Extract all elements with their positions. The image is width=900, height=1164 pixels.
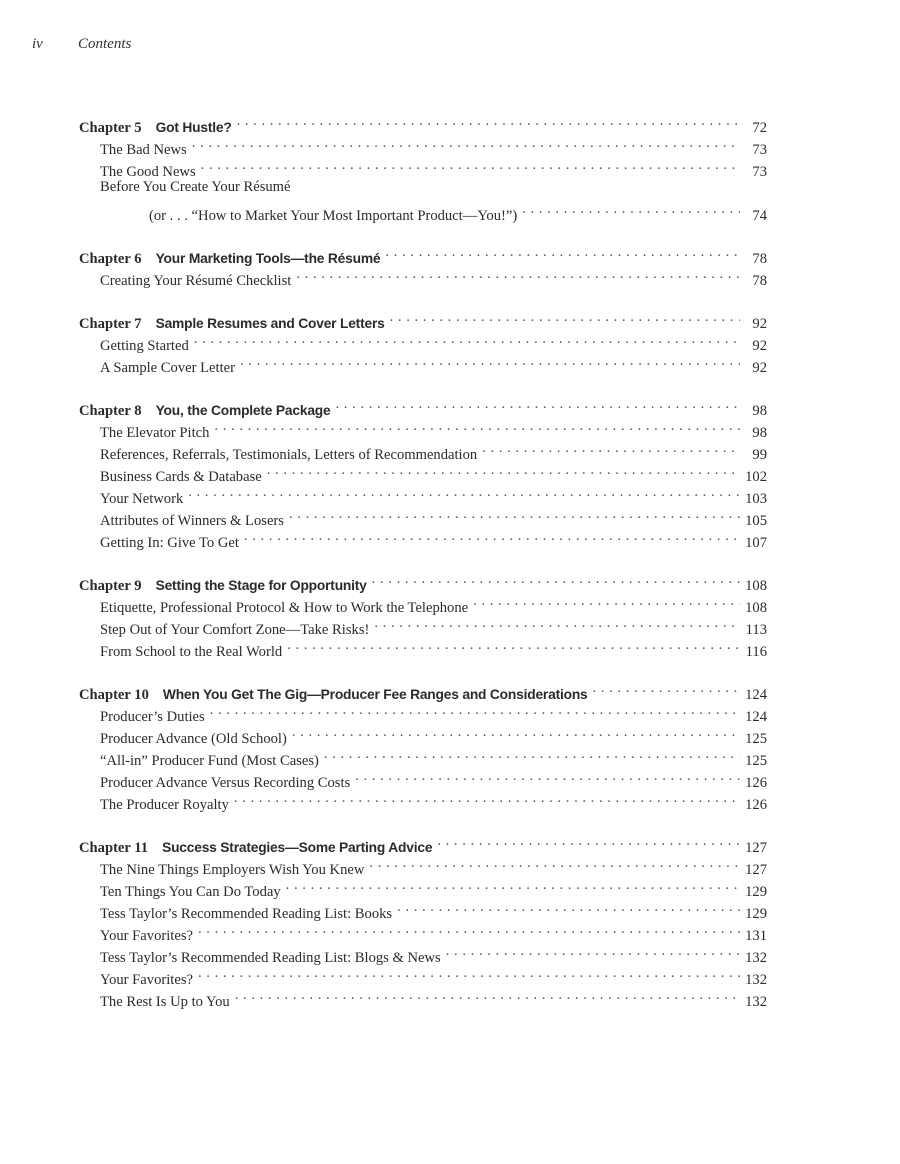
section-page-number: 116 [745,644,767,660]
section-title: Ten Things You Can Do Today [100,884,281,900]
chapter-name: You, the Complete Package [155,403,331,418]
dot-leader [267,459,740,481]
section-title: Producer Advance Versus Recording Costs [100,775,351,791]
section-title: Getting In: Give To Get [100,535,239,551]
chapter-page-number: 108 [745,578,767,594]
section-title: The Good News [100,164,196,180]
dot-leader [473,590,740,612]
dot-leader [240,350,740,372]
chapter-number: Chapter 9 [79,578,142,594]
dot-leader [287,634,740,656]
section-title: Attributes of Winners & Losers [100,513,284,529]
chapter-group [79,393,767,551]
chapter-name: Got Hustle? [155,120,232,135]
section-page-number: 131 [745,928,767,944]
section-entry[interactable] [79,198,767,224]
chapter-page-number: 127 [745,840,767,856]
section-title: References, Referrals, Testimonials, Letters of Recommendation [100,447,478,463]
section-page-number: 92 [752,338,767,354]
chapter-number: Chapter 8 [79,403,142,419]
section-page-number: 132 [745,994,767,1010]
dot-leader [355,765,740,787]
section-page-number: 132 [745,972,767,988]
chapter-page-number: 98 [752,403,767,419]
chapter-page-number: 78 [752,251,767,267]
section-page-number: 102 [745,469,767,485]
section-page-number: 108 [745,600,767,616]
section-title: Tess Taylor’s Recommended Reading List: Books [100,906,393,922]
chapter-group [79,830,767,1010]
section-title: Getting Started [100,338,189,354]
chapter-page-number: 72 [752,120,767,136]
section-title: Producer’s Duties [100,709,205,725]
section-page-number: 125 [745,753,767,769]
chapter-entry[interactable] [79,830,767,856]
section-page-number: 126 [745,775,767,791]
section-page-number: 129 [745,884,767,900]
section-page-number: 125 [745,731,767,747]
chapter-number: Chapter 11 [79,840,149,856]
section-page-number: 113 [745,622,767,638]
section-page-number: 127 [745,862,767,878]
section-entry[interactable] [79,176,767,198]
dot-leader [372,568,740,590]
dot-leader [522,198,740,220]
chapter-name: Setting the Stage for Opportunity [155,578,367,593]
section-title: The Bad News [100,142,187,158]
dot-leader [214,415,740,437]
dot-leader [234,787,740,809]
dot-leader [210,699,740,721]
section-page-number: 98 [752,425,767,441]
dot-leader [237,110,740,132]
section-page-number: 103 [745,491,767,507]
section-title: Business Cards & Database [100,469,262,485]
dot-leader [374,612,740,634]
chapter-title [79,575,367,597]
section-title: Your Favorites? [100,928,193,944]
section-title: From School to the Real World [100,644,283,660]
chapter-group [79,241,767,289]
dot-leader [446,940,740,962]
dot-leader [593,677,740,699]
page-header-title: Contents [78,36,132,52]
section-title: Your Network [100,491,184,507]
section-title: “All-in” Producer Fund (Most Cases) [100,753,319,769]
chapter-entry[interactable] [79,568,767,594]
chapter-number: Chapter 6 [79,251,142,267]
chapter-name: When You Get The Gig—Producer Fee Ranges and Considerations [162,687,588,702]
chapter-entry[interactable] [79,110,767,136]
dot-leader [289,503,740,525]
dot-leader [397,896,740,918]
section-title: Step Out of Your Comfort Zone—Take Risks! [100,622,370,638]
section-title: (or . . . “How to Market Your Most Important Product—You!”) [149,208,518,224]
chapter-name: Success Strategies—Some Parting Advice [162,840,433,855]
dot-leader [188,481,740,503]
section-title: The Nine Things Employers Wish You Knew [100,862,365,878]
section-title: Before You Create Your Résumé [100,179,291,195]
section-page-number: 74 [752,208,767,224]
section-title: Etiquette, Professional Protocol & How to Work the Telephone [100,600,469,616]
chapter-entry[interactable] [79,677,767,703]
section-title: Creating Your Résumé Checklist [100,273,292,289]
section-title: Your Favorites? [100,972,193,988]
dot-leader [336,393,741,415]
dot-leader [198,962,740,984]
chapter-group [79,568,767,660]
dot-leader [244,525,740,547]
dot-leader [296,263,740,285]
section-page-number: 126 [745,797,767,813]
section-title: The Elevator Pitch [100,425,210,441]
dot-leader [437,830,740,852]
dot-leader [235,984,740,1006]
table-of-contents [79,110,767,1027]
section-page-number: 99 [752,447,767,463]
dot-leader [324,743,740,765]
chapter-group [79,306,767,376]
chapter-page-number: 124 [745,687,767,703]
dot-leader [385,241,740,263]
dot-leader [192,132,740,154]
dot-leader [482,437,740,459]
chapter-entry[interactable] [79,306,767,332]
dot-leader [292,721,740,743]
running-head [32,36,131,53]
chapter-group [79,110,767,224]
section-page-number: 129 [745,906,767,922]
dot-leader [194,328,740,350]
section-title: A Sample Cover Letter [100,360,235,376]
dot-leader [286,874,740,896]
section-title: Producer Advance (Old School) [100,731,287,747]
dot-leader [201,154,740,176]
chapter-page-number: 92 [752,316,767,332]
section-page-number: 107 [745,535,767,551]
section-page-number: 124 [745,709,767,725]
section-page-number: 73 [752,142,767,158]
section-title: Tess Taylor’s Recommended Reading List: Blogs & News [100,950,441,966]
chapter-entry[interactable] [79,393,767,419]
chapter-name: Sample Resumes and Cover Letters [155,316,385,331]
dot-leader [390,306,740,328]
section-page-number: 132 [745,950,767,966]
chapter-group [79,677,767,813]
page-folio: iv [32,36,43,52]
dot-leader [198,918,740,940]
dot-leader [369,852,740,874]
chapter-number: Chapter 5 [79,120,142,136]
section-page-number: 105 [745,513,767,529]
section-title: The Producer Royalty [100,797,229,813]
section-page-number: 78 [752,273,767,289]
chapter-entry[interactable] [79,241,767,267]
section-title: The Rest Is Up to You [100,994,230,1010]
section-page-number: 92 [752,360,767,376]
chapter-number: Chapter 7 [79,316,142,332]
chapter-name: Your Marketing Tools—the Résumé [155,251,381,266]
chapter-number: Chapter 10 [79,687,149,703]
section-page-number: 73 [752,164,767,180]
